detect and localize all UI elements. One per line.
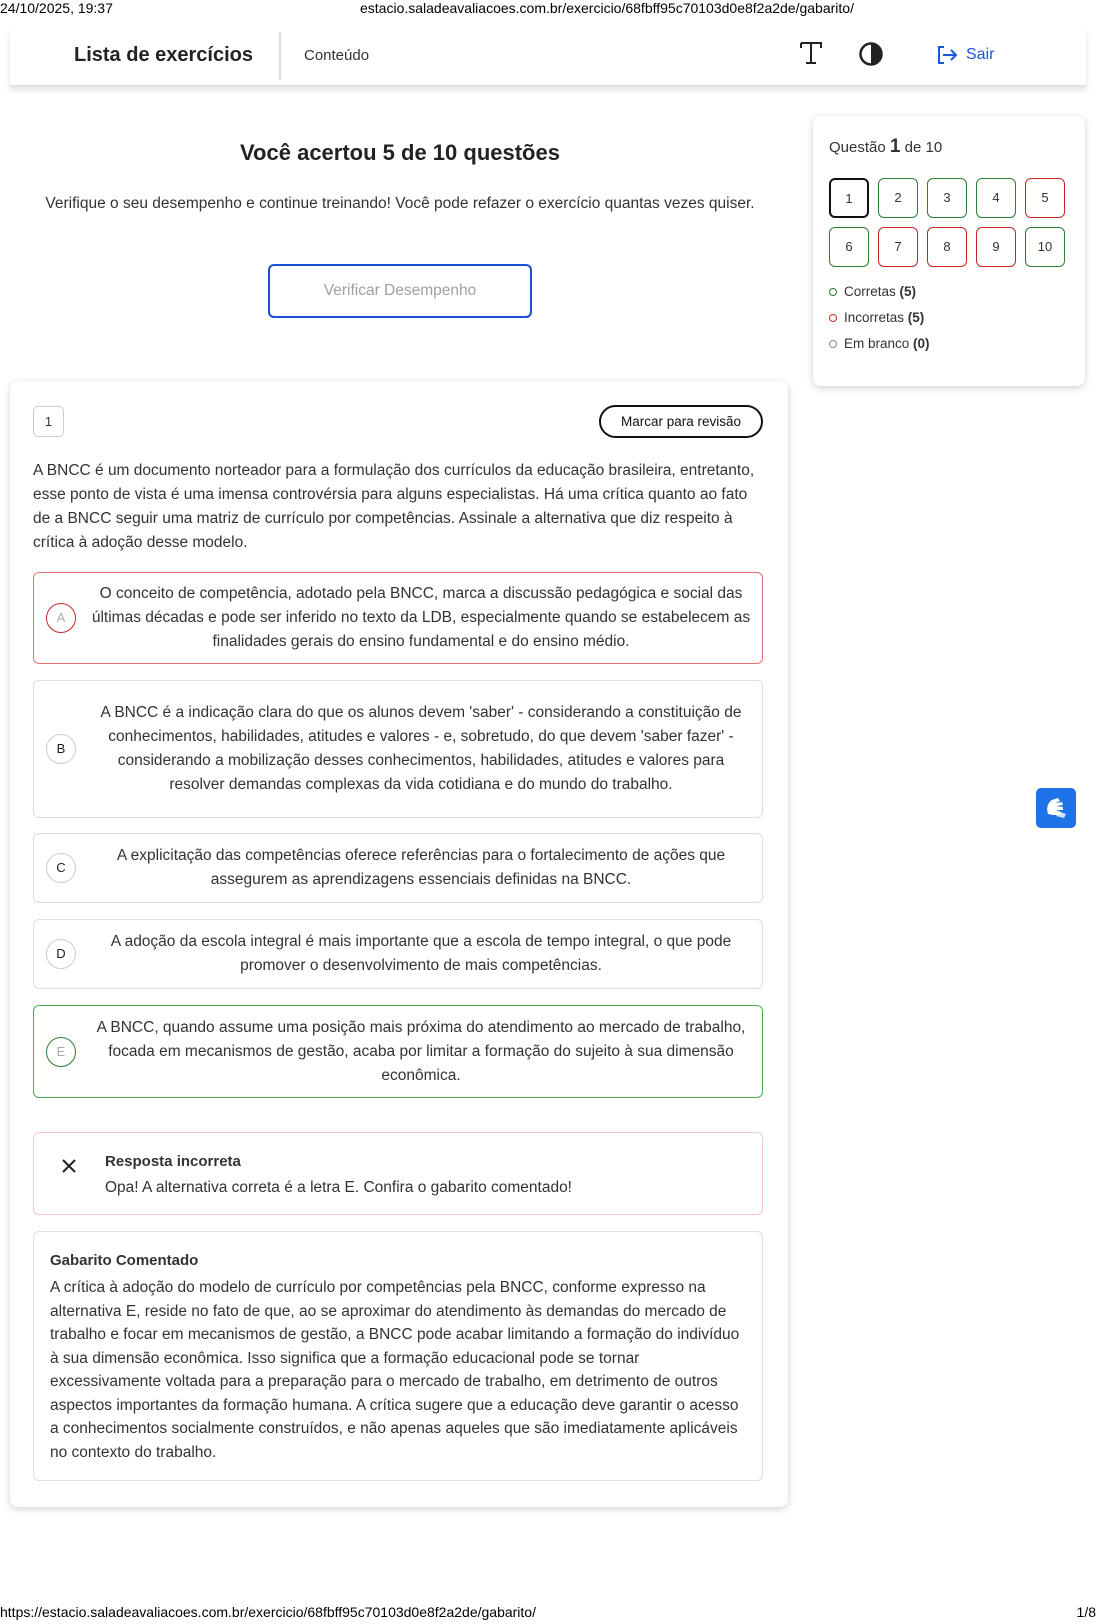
result-heading: Você acertou 5 de 10 questões <box>240 140 560 165</box>
top-navbar <box>10 28 1086 86</box>
option-letter: E <box>46 1037 76 1067</box>
print-url: estacio.saladeavaliacoes.com.br/exercicio/68fbff95c70103d0e8f2a2de/gabarito/ <box>360 0 854 16</box>
legend-wrong-count: (5) <box>907 310 925 325</box>
logout-icon <box>936 45 958 65</box>
legend-blank <box>829 336 930 351</box>
contrast-icon[interactable] <box>858 41 884 67</box>
question-nav-button[interactable]: 4 <box>976 178 1016 218</box>
question-nav-button[interactable]: 9 <box>976 227 1016 267</box>
wrong-dot-icon <box>829 314 837 322</box>
answer-feedback <box>33 1132 763 1215</box>
option-letter: A <box>46 603 76 633</box>
option-letter: D <box>46 939 76 969</box>
navbar-divider <box>279 32 281 80</box>
page-title: Lista de exercícios <box>74 44 253 66</box>
option-text: A explicitação das competências oferece referências para o fortalecimento de ações que assegurem as aprendizagens essenciais definidas na BNCC. <box>116 847 726 888</box>
explanation-title: Gabarito Comentado <box>50 1252 199 1269</box>
question-card <box>10 381 788 1507</box>
result-description: Verifique o seu desempenho e continue treinando! Você pode refazer o exercício quantas vezes quiser. <box>45 195 755 212</box>
logout-button[interactable] <box>936 43 994 67</box>
question-counter-suffix: de 10 <box>904 139 943 156</box>
option-d[interactable] <box>33 919 763 989</box>
print-footer-url: https://estacio.saladeavaliacoes.com.br/exercicio/68fbff95c70103d0e8f2a2de/gabarito/ <box>0 1604 536 1620</box>
question-navigator <box>813 116 1085 386</box>
legend-correct-label: Corretas <box>844 284 896 299</box>
option-text: A adoção da escola integral é mais importante que a escola de tempo integral, o que pode promover o desenvolvimento de mais competências. <box>110 933 732 974</box>
question-nav-button[interactable]: 10 <box>1025 227 1065 267</box>
question-counter <box>829 136 942 158</box>
question-statement: A BNCC é um documento norteador para a formulação dos currículos da educação brasileira, entretanto, esse ponto de vista é uma imensa controvérsia para alguns especialistas. Há uma crítica quanto ao fato de a BNCC seguir uma matriz de currículo por competências. Assinale a alternativa que diz respeito à crítica à adoção desse modelo. <box>33 462 755 551</box>
feedback-message: Opa! A alternativa correta é a letra E. Confira o gabarito comentado! <box>105 1179 572 1196</box>
print-header <box>0 0 1096 18</box>
print-page-number: 1/8 <box>1076 1604 1096 1620</box>
answer-explanation <box>33 1231 763 1481</box>
option-letter: C <box>46 853 76 883</box>
nav-content-link[interactable]: Conteúdo <box>304 47 370 64</box>
explanation-text: A crítica à adoção do modelo de currículo por competências pela BNCC, conforme expresso na alternativa E, reside no fato de que, ao se aproximar do atendimento às demandas do mercado de trabalho e focar em mecanismos de gestão, a BNCC pode acabar limitando a formação do indivíduo à sua dimensão econômica. Isso significa que a formação educacional pode se tornar excessivamente voltada para a preparação para o mercado de trabalho, em detrimento de outros aspectos importantes da formação humana. A crítica sugere que a educação deve garantir o acesso a conhecimentos socialmente construídos, e não apenas aqueles que são imediatamente aplicáveis no contexto do trabalho. <box>50 1279 740 1461</box>
verify-performance-button[interactable]: Verificar Desempenho <box>268 264 532 318</box>
question-nav-button[interactable]: 1 <box>829 178 869 218</box>
mark-for-review-button[interactable]: Marcar para revisão <box>599 405 763 438</box>
question-nav-button[interactable]: 5 <box>1025 178 1065 218</box>
legend-correct-count: (5) <box>899 284 917 299</box>
option-text: A BNCC, quando assume uma posição mais próxima do atendimento ao mercado de trabalho, focada em mecanismos de gestão, acaba por limitar a formação do sujeito à sua dimensão econômica. <box>96 1018 746 1084</box>
legend-wrong <box>829 310 924 325</box>
option-e[interactable] <box>33 1005 763 1098</box>
option-b[interactable] <box>33 680 763 818</box>
question-counter-prefix: Questão <box>829 139 886 156</box>
legend-wrong-label: Incorretas <box>844 310 905 325</box>
blank-dot-icon <box>829 340 837 348</box>
feedback-title: Resposta incorreta <box>105 1153 241 1170</box>
question-nav-button[interactable]: 6 <box>829 227 869 267</box>
print-datetime: 24/10/2025, 19:37 <box>0 0 113 16</box>
font-size-icon[interactable] <box>796 38 826 68</box>
logout-label: Sair <box>966 46 995 63</box>
option-a[interactable] <box>33 572 763 664</box>
legend-blank-count: (0) <box>913 336 930 351</box>
question-counter-current: 1 <box>889 136 901 157</box>
option-c[interactable] <box>33 833 763 903</box>
close-icon <box>60 1157 78 1175</box>
option-letter: B <box>46 734 76 764</box>
question-number: 1 <box>33 406 64 437</box>
correct-dot-icon <box>829 288 837 296</box>
legend-correct <box>829 284 916 299</box>
option-text: O conceito de competência, adotado pela BNCC, marca a discussão pedagógica e social das últimas décadas e pode ser inferido no texto da LDB, especialmente quando se estabelecem as finalidades gerais do ensino fundamental e do ensino médio. <box>91 585 751 650</box>
print-footer <box>0 1604 1096 1624</box>
libras-accessibility-button[interactable] <box>1036 788 1076 828</box>
question-nav-button[interactable]: 7 <box>878 227 918 267</box>
option-text: A BNCC é a indicação clara do que os alunos devem 'saber' - considerando a constituição de conhecimentos, habilidades, atitudes e valores - e, sobretudo, do que devem 'saber fazer' - considerando a mobilização desses conhecimentos, habilidades, atitudes e valores para resolver demandas complexas da vida cotidiana e do mundo do trabalho. <box>100 704 742 793</box>
question-nav-button[interactable]: 2 <box>878 178 918 218</box>
result-summary <box>40 140 760 215</box>
question-nav-button[interactable]: 3 <box>927 178 967 218</box>
question-nav-button[interactable]: 8 <box>927 227 967 267</box>
sign-language-icon <box>1036 788 1076 828</box>
legend-blank-label: Em branco <box>844 336 910 351</box>
